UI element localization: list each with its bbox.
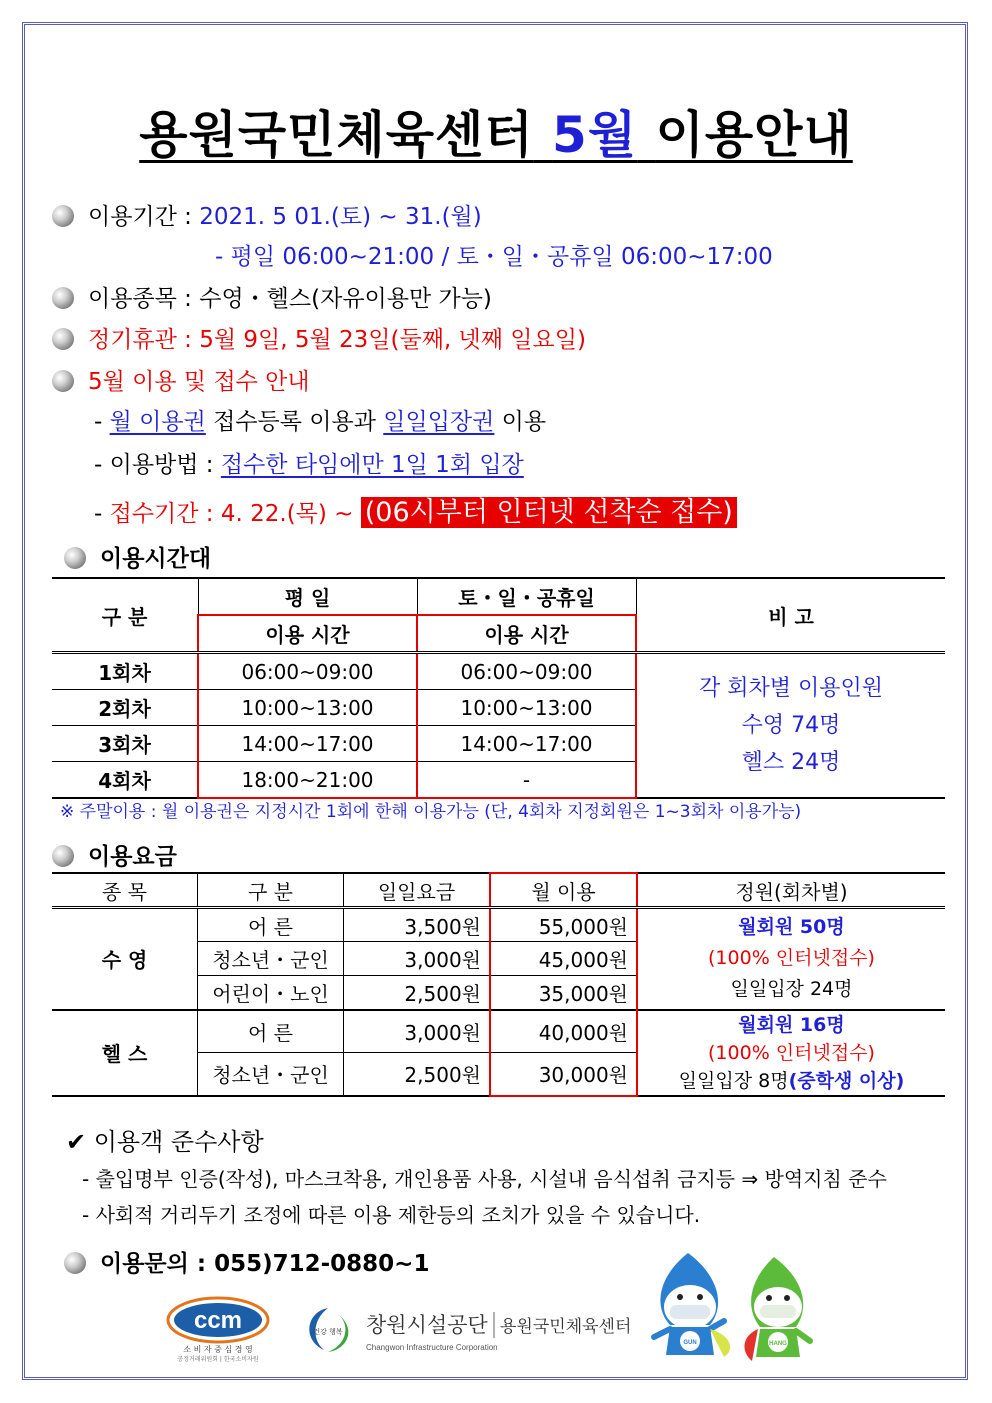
- table-row: 수 영 어 른 3,500원 55,000원 월회원 50명 (100% 인터넷접수) 일일입장 24명: [52, 908, 945, 942]
- guide-line-2: - 이용방법 : 접수한 타임에만 1일 1회 입장: [94, 452, 524, 478]
- svg-text:GUN: GUN: [683, 1340, 697, 1346]
- period-row: 이용기간 : 2021. 5 01.(토) ~ 31.(월): [52, 198, 482, 231]
- mascot-gun-icon: [654, 1253, 730, 1357]
- guide-line-1: - 월 이용권 접수등록 이용과 일일입장권 이용: [94, 409, 547, 435]
- schedule-table: 구 분 평 일 토・일・공휴일 비 고 이용 시간 이용 시간 1회차 06:00~09:00 06:00~09:00 각 회차별 이용인원 수영 74명 헬스 24명 2회차 10:00~13:00 10:00~13:00 3회차 14:00~17:00 14:00~17:00 4회차 18:00~21:00 -: [52, 577, 945, 799]
- schedule-section-title: 이용시간대: [64, 540, 211, 573]
- check-icon: ✔: [66, 1128, 87, 1156]
- bullet-icon: [52, 845, 74, 867]
- bullet-icon: [52, 205, 74, 227]
- fees-table: 종 목 구 분 일일요금 월 이용 정원(회차별) 수 영 어 른 3,500원 55,000원 월회원 50명 (100% 인터넷접수) 일일입장 24명 청소년・군인 3,000원 45,000원 어린이・노인 2,500원 35,000원 헬 스 어 른 3,000원 40,000원 월회원 16명 (100% 인터넷접수) 일일입장 8명(중학생 이상) 청소년・군인 2,500원 30,000원: [52, 872, 945, 1097]
- bullet-icon: [52, 328, 74, 350]
- table-row: 1회차 06:00~09:00 06:00~09:00 각 회차별 이용인원 수영 74명 헬스 24명: [52, 653, 945, 690]
- table-row: 3회차 14:00~17:00 14:00~17:00: [52, 726, 945, 762]
- items-row: 이용종목 : 수영・헬스(자유이용만 가능): [52, 280, 492, 313]
- svg-text:HANG: HANG: [769, 1341, 787, 1347]
- hours-row: - 평일 06:00~21:00 / 토・일・공휴일 06:00~17:00: [215, 244, 773, 270]
- bullet-icon: [64, 547, 86, 569]
- closed-row: 정기휴관 : 5월 9일, 5월 23일(둘째, 넷째 일요일): [52, 321, 586, 354]
- table-row: 2회차 10:00~13:00 10:00~13:00: [52, 690, 945, 726]
- table-row: 4회차 18:00~21:00 -: [52, 762, 945, 799]
- signup-highlight: (06시부터 인터넷 선착순 접수): [361, 497, 737, 528]
- bullet-icon: [64, 1252, 86, 1274]
- guide-title-row: 5월 이용 및 접수 안내: [52, 363, 310, 396]
- svg-text:창원시설공단: 창원시설공단: [366, 1313, 488, 1337]
- table-row: 어린이・노인 2,500원 35,000원: [52, 976, 945, 1010]
- fees-section-title: 이용요금: [52, 838, 177, 871]
- rules-title: ✔ 이용객 준수사항: [66, 1128, 264, 1156]
- contact-row: 이용문의 : 055)712-0880~1: [64, 1245, 429, 1278]
- mascot-hang-icon: [744, 1257, 810, 1361]
- mascots: [640, 1245, 960, 1370]
- rules-line-1: - 출입명부 인증(작성), 마스크착용, 개인용품 사용, 시설내 음식섭취 금지등 ⇒ 방역지침 준수: [82, 1167, 887, 1191]
- svg-text:건강 행복: 건강 행복: [313, 1328, 343, 1336]
- svg-text:ccm: ccm: [193, 1307, 243, 1334]
- ccm-logo: [160, 1290, 280, 1362]
- bullet-icon: [52, 370, 74, 392]
- corp-logo: [298, 1300, 638, 1360]
- bullet-icon: [52, 287, 74, 309]
- rules-line-2: - 사회적 거리두기 조정에 따른 이용 제한등의 조치가 있을 수 있습니다.: [82, 1203, 701, 1227]
- svg-text:용원국민체육센터: 용원국민체육센터: [500, 1317, 632, 1337]
- svg-text:소 비 자 중 심 경 영: 소 비 자 중 심 경 영: [183, 1345, 253, 1354]
- schedule-footnote: ※ 주말이용 : 월 이용권은 지정시간 1회에 한해 이용가능 (단, 4회차 지정회원은 1~3회차 이용가능): [60, 802, 802, 822]
- table-row: 청소년・군인 3,000원 45,000원: [52, 942, 945, 976]
- table-row: 헬 스 어 른 3,000원 40,000원 월회원 16명 (100% 인터넷접수) 일일입장 8명(중학생 이상): [52, 1010, 945, 1053]
- table-row: 청소년・군인 2,500원 30,000원: [52, 1053, 945, 1096]
- svg-text:공정거래위원회 | 한국소비자원: 공정거래위원회 | 한국소비자원: [177, 1356, 259, 1362]
- svg-text:Changwon Infrastructure Corpor: Changwon Infrastructure Corporation: [366, 1343, 498, 1352]
- guide-line-3: - 접수기간 : 4. 22.(목) ~ (06시부터 인터넷 선착순 접수): [94, 490, 737, 529]
- page-title: 용원국민체육센터 5월 이용안내: [139, 106, 853, 164]
